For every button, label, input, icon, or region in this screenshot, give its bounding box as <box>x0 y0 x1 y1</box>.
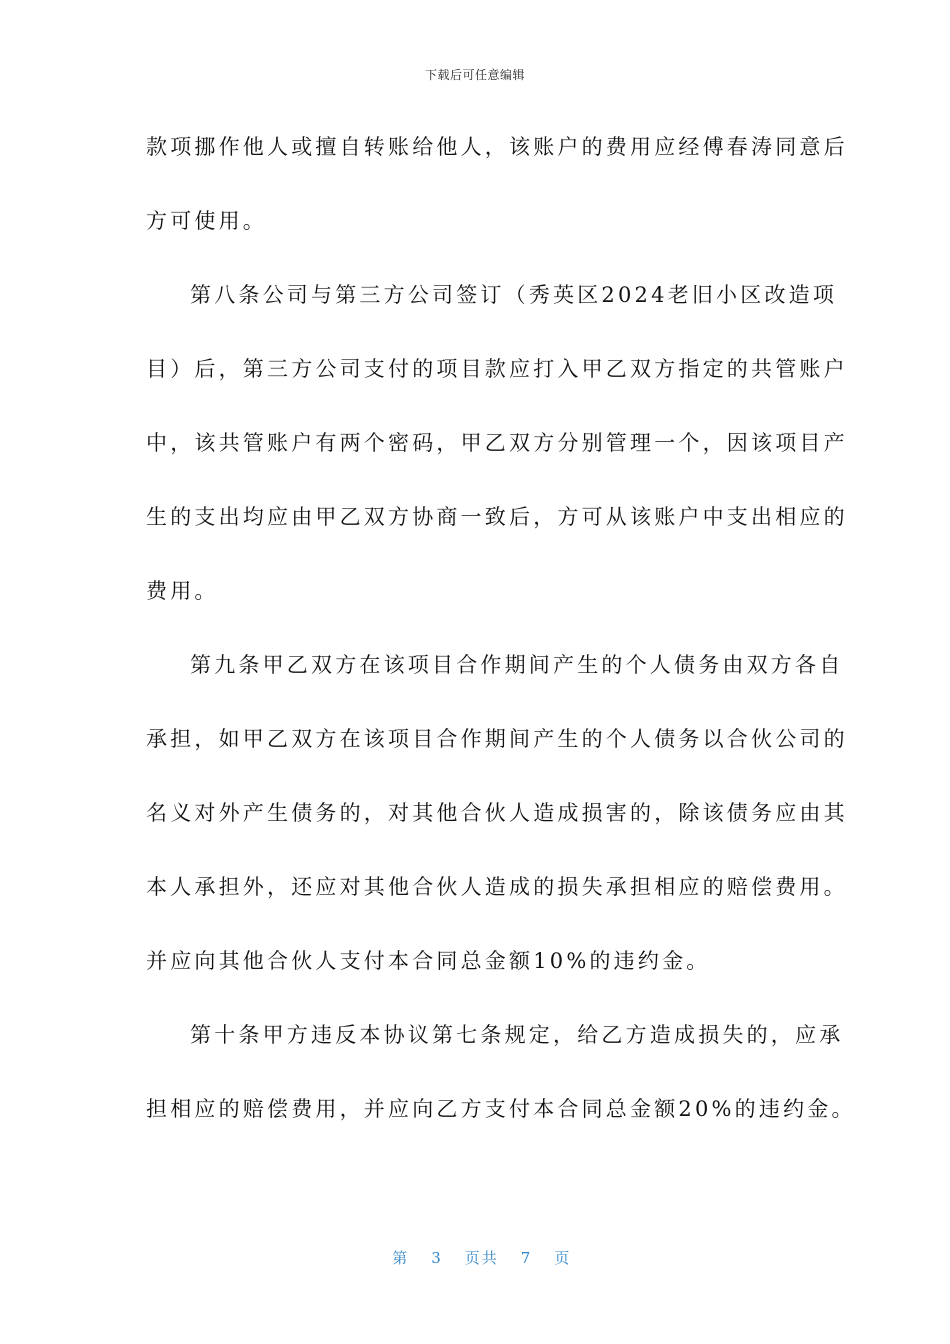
text-line: 中，该共管账户有两个密码，甲乙双方分别管理一个，因该项目产 <box>146 431 848 455</box>
page-middle: 页共 <box>464 1249 499 1267</box>
text-line: 款项挪作他人或擅自转账给他人，该账户的费用应经傅春涛同意后 <box>146 135 848 159</box>
text-line: 第八条公司与第三方公司签订（秀英区2024老旧小区改造项 <box>190 283 838 307</box>
text-line: 本人承担外，还应对其他合伙人造成的损失承担相应的赔偿费用。 <box>146 875 848 899</box>
page-suffix: 页 <box>554 1249 572 1267</box>
text-line: 费用。 <box>146 579 219 603</box>
page-prefix: 第 <box>392 1249 410 1267</box>
text-line: 名义对外产生债务的，对其他合伙人造成损害的，除该债务应由其 <box>146 801 848 825</box>
text-line: 承担，如甲乙双方在该项目合作期间产生的个人债务以合伙公司的 <box>146 727 848 751</box>
page-current: 3 <box>431 1249 443 1267</box>
text-line: 生的支出均应由甲乙双方协商一致后，方可从该账户中支出相应的 <box>146 505 848 529</box>
page-footer <box>0 1229 950 1268</box>
document-body <box>146 110 856 1146</box>
text-line: 方可使用。 <box>146 209 267 233</box>
page-total: 7 <box>520 1249 533 1267</box>
text-line: 担相应的赔偿费用，并应向乙方支付本合同总金额20%的违约金。 <box>146 1097 856 1121</box>
text-line: 第十条甲方违反本协议第七条规定，给乙方造成损失的，应承 <box>190 1023 844 1047</box>
text-line: 第九条甲乙双方在该项目合作期间产生的个人债务由双方各自 <box>190 653 844 677</box>
text-line: 并应向其他合伙人支付本合同总金额10%的违约金。 <box>146 949 711 973</box>
header-note: 下载后可任意编辑 <box>424 68 525 82</box>
text-line: 目）后，第三方公司支付的项目款应打入甲乙双方指定的共管账户 <box>146 357 848 381</box>
